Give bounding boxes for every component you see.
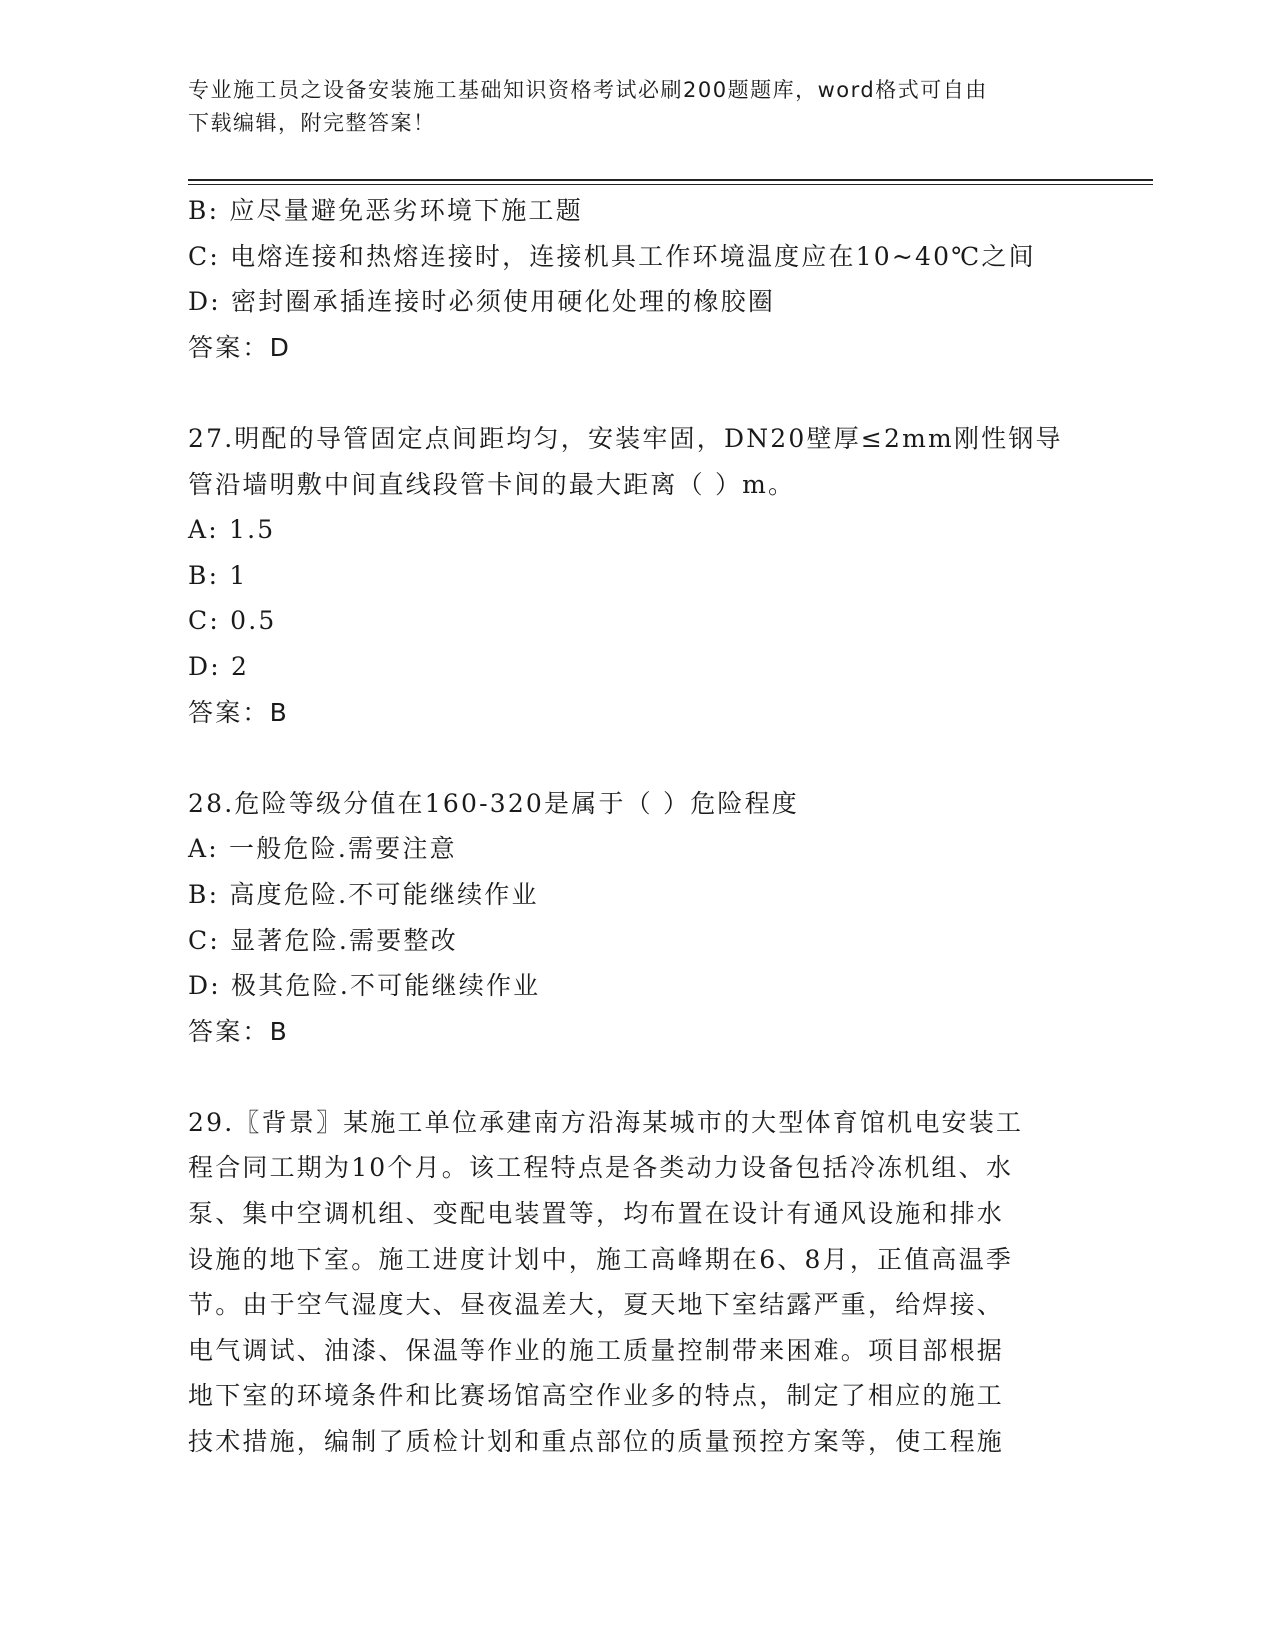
q29-line-8: 技术措施，编制了质检计划和重点部位的质量预控方案等，使工程施 — [188, 1427, 1005, 1457]
q26-option-c: C: 电熔连接和热熔连接时，连接机具工作环境温度应在10~40℃之间 — [188, 241, 1036, 271]
q29-line-4: 设施的地下室。施工进度计划中，施工高峰期在6、8月，正值高温季 — [188, 1244, 1014, 1274]
q28-option-a: A: 一般危险.需要注意 — [188, 834, 457, 864]
q29-line-2: 程合同工期为10个月。该工程特点是各类动力设备包括冷冻机组、水 — [188, 1153, 1014, 1183]
question-26 — [188, 188, 1088, 370]
q27-answer: 答案：B — [188, 697, 289, 727]
header-title-line-2: 下载编辑，附完整答案！ — [188, 111, 436, 135]
q29-line-1: 29.〖背景〗某施工单位承建南方沿海某城市的大型体育馆机电安装工 — [188, 1107, 1024, 1137]
q28-option-c: C: 显著危险.需要整改 — [188, 925, 458, 955]
q26-option-d: D: 密封圈承插连接时必须使用硬化处理的橡胶圈 — [188, 287, 776, 317]
q26-answer: 答案：D — [188, 332, 292, 362]
q29-line-5: 节。由于空气湿度大、昼夜温差大，夏天地下室结露严重，给焊接、 — [188, 1290, 1005, 1320]
q29-line-3: 泵、集中空调机组、变配电装置等，均布置在设计有通风设施和排水 — [188, 1199, 1005, 1229]
q27-stem-line-1: 27.明配的导管固定点间距均匀，安装牢固，DN20壁厚≤2mm刚性钢导 — [188, 423, 1063, 453]
document-body — [188, 188, 1088, 1465]
q28-option-d: D: 极其危险.不可能继续作业 — [188, 971, 541, 1001]
q27-option-d: D: 2 — [188, 651, 250, 681]
q27-option-c: C: 0.5 — [188, 606, 277, 636]
question-27 — [188, 416, 1088, 735]
question-29 — [188, 1100, 1088, 1465]
q28-answer: 答案：B — [188, 1016, 289, 1046]
header-divider-thick — [188, 179, 1153, 181]
header-title-line-1: 专业施工员之设备安装施工基础知识资格考试必刷200题题库，word格式可自由 — [188, 78, 988, 102]
q28-stem: 28.危险等级分值在160-320是属于（ ）危险程度 — [188, 788, 799, 818]
spacer — [188, 735, 1088, 781]
spacer — [188, 370, 1088, 416]
q27-option-a: A: 1.5 — [188, 515, 276, 545]
q26-option-b: B: 应尽量避免恶劣环境下施工题 — [188, 196, 583, 225]
q27-stem-line-2: 管沿墙明敷中间直线段管卡间的最大距离（ ）m。 — [188, 469, 796, 499]
document-header — [188, 74, 1088, 140]
q28-option-b: B: 高度危险.不可能继续作业 — [188, 879, 539, 909]
header-divider-thin — [188, 184, 1153, 185]
q29-line-7: 地下室的环境条件和比赛场馆高空作业多的特点，制定了相应的施工 — [188, 1381, 1005, 1411]
q27-option-b: B: 1 — [188, 560, 248, 590]
spacer — [188, 1054, 1088, 1100]
question-28 — [188, 781, 1088, 1055]
q29-line-6: 电气调试、油漆、保温等作业的施工质量控制带来困难。项目部根据 — [188, 1335, 1005, 1365]
